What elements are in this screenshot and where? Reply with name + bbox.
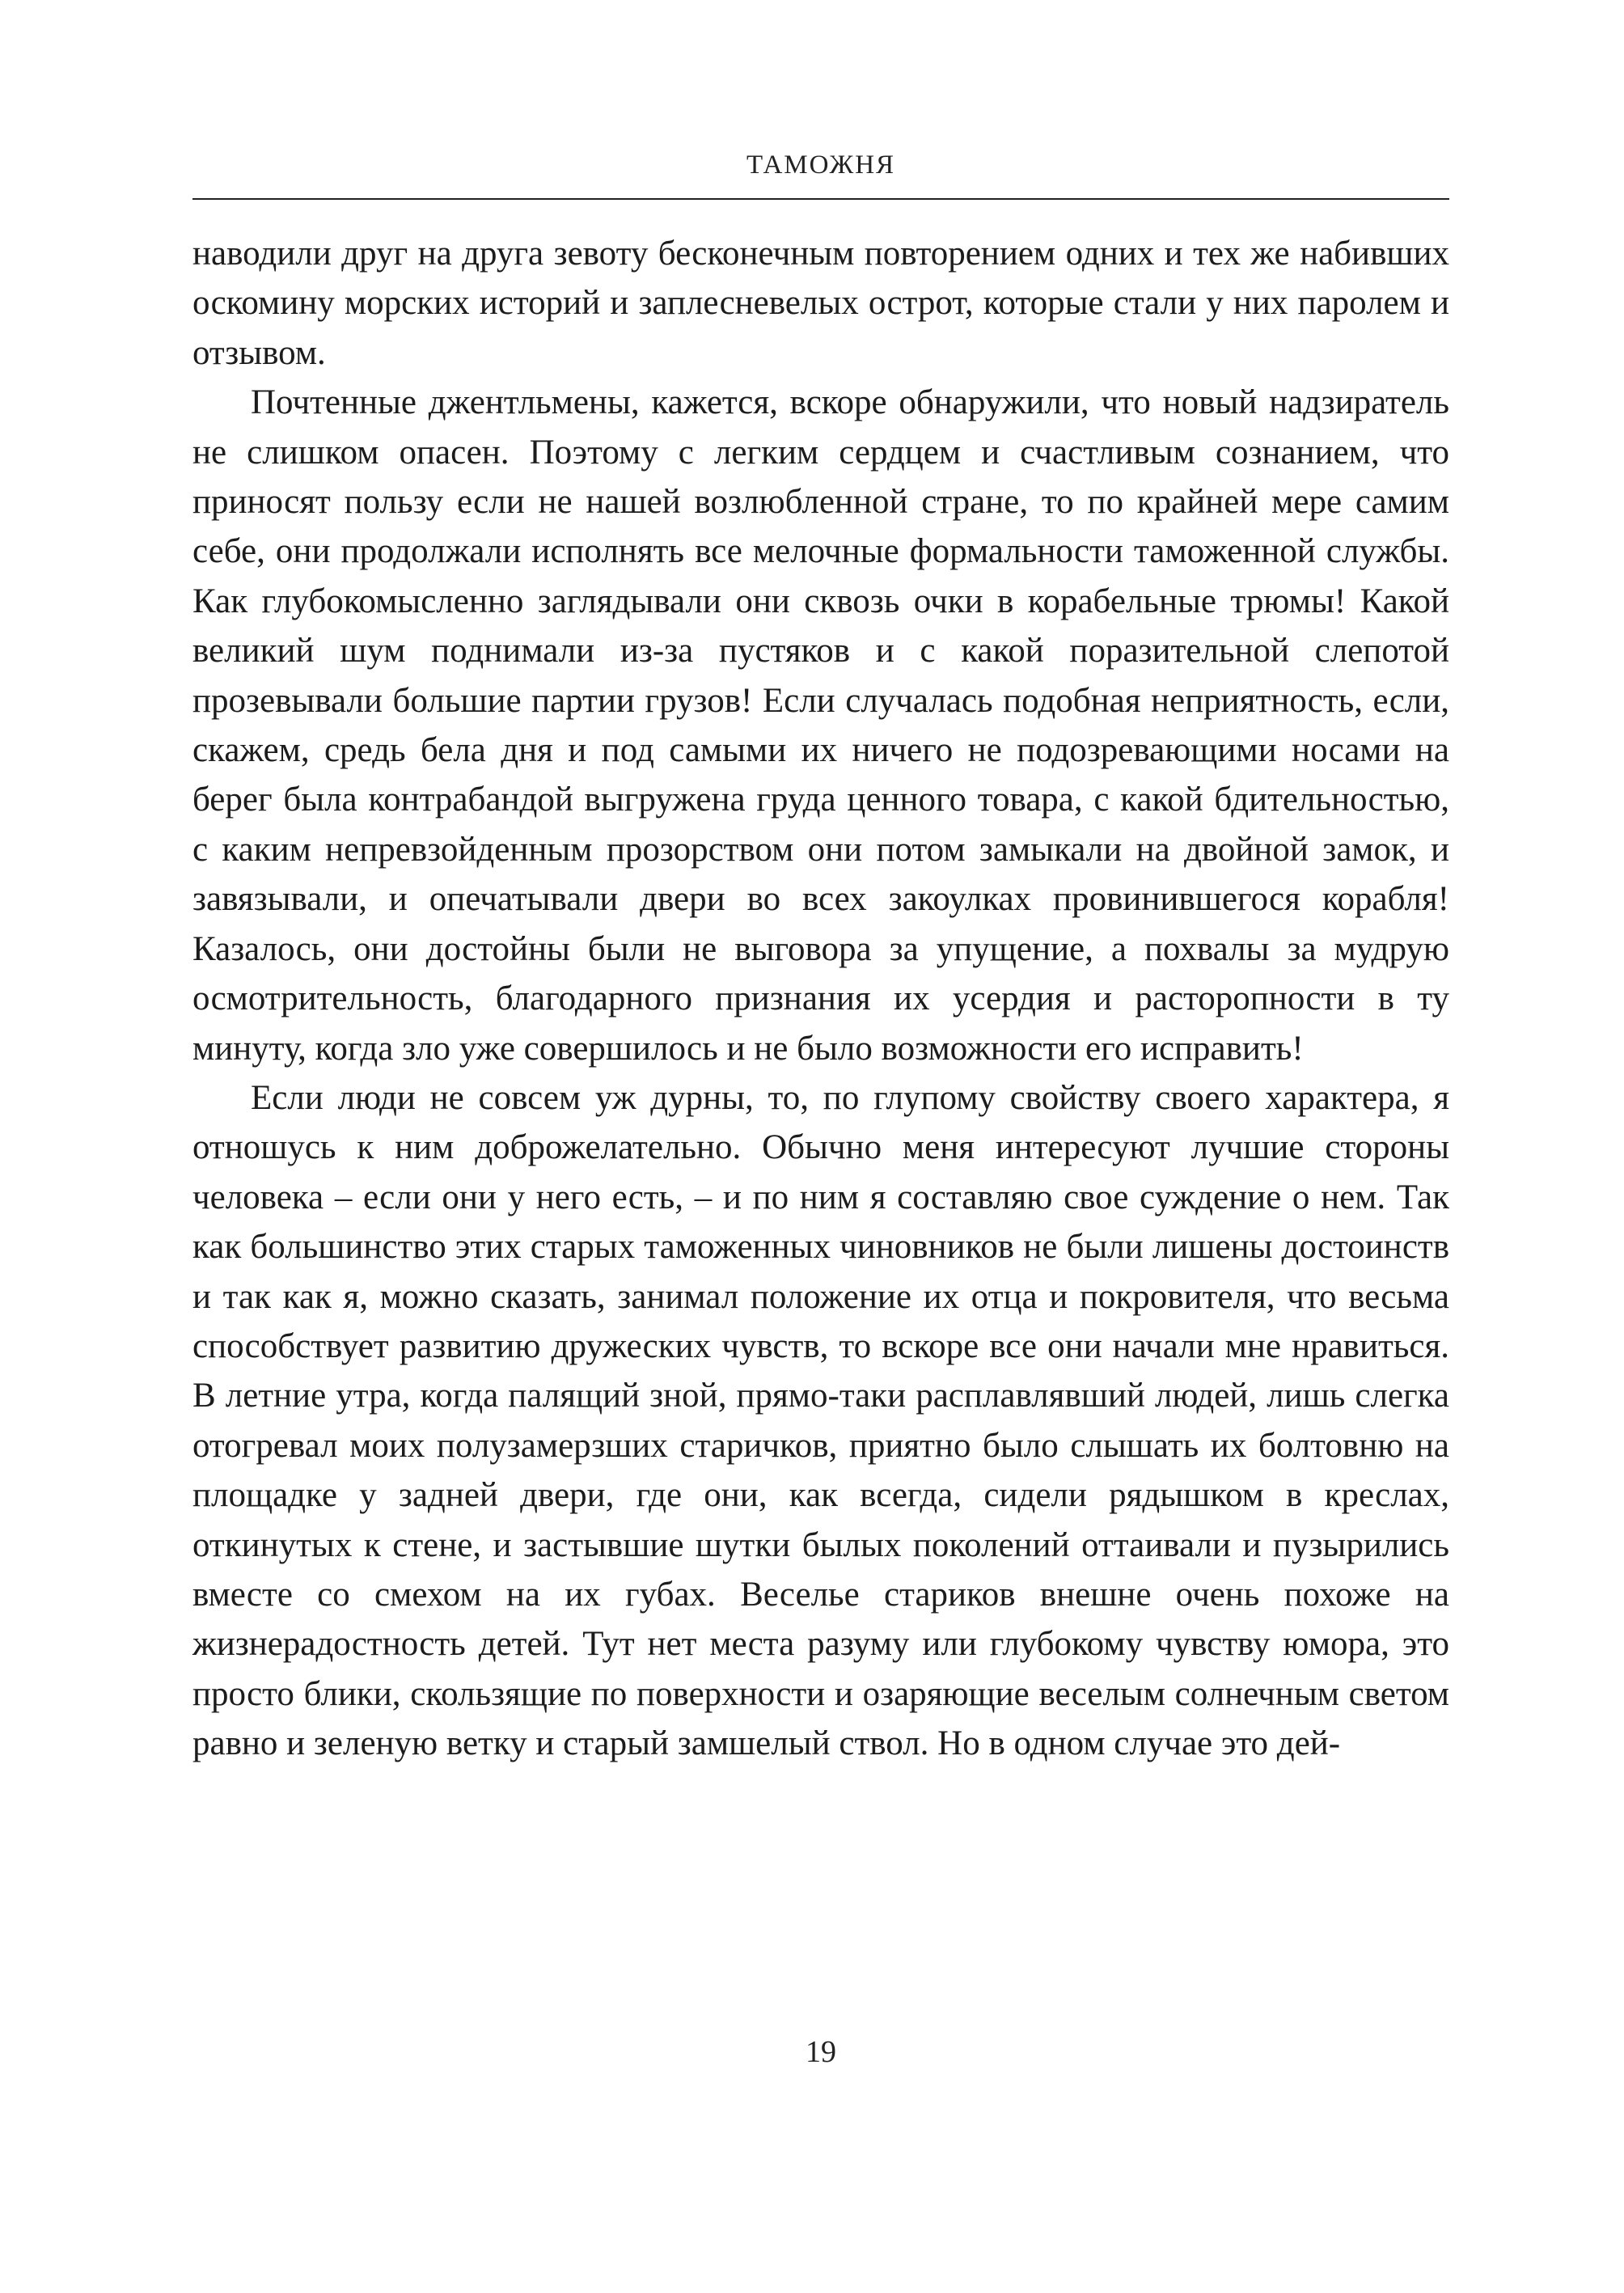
page-number: 19 — [806, 2035, 836, 2069]
paragraph-continuation: наводили друг на друга зевоту бесконечным повторением одних и тех же набивших оскомину морских историй и заплесневелых острот, которые стали у них паролем и отзывом. — [192, 235, 1449, 372]
header-rule — [192, 198, 1449, 200]
running-head: ТАМОЖНЯ — [746, 150, 896, 180]
paragraph-gentlemen: Почтенные джентльмены, кажется, вскоре обнаружили, что новый надзиратель не слишком опасен. Поэтому с легким сердцем и счастливым сознанием, что приносят пользу если не нашей возлюбленной стране, то по крайней мере самим себе, они продолжали исполнять все мелочные формальности таможенной службы. Как глубокомысленно заглядывали они сквозь очки в корабельные трюмы! Какой великий шум поднимали из-за пустяков и с какой поразительной слепотой прозевывали большие партии грузов! Если случалась подобная неприятность, если, скажем, средь бела дня и под самыми их ничего не подозревающими носами на берег была контрабандой выгружена груда ценного товара, с какой бдительностью, с каким непревзойденным прозорством они потом замыкали на двойной замок, и завязывали, и опечатывали двери во всех закоулках провинившегося корабля! Казалось, они достойны были не выговора за упущение, а похвалы за мудрую осмотрительность, благодарного признания их усердия и расторопности в ту минуту, когда зло уже совершилось и не было возможности его исправить! — [192, 383, 1449, 1068]
paragraph-people: Если люди не совсем уж дурны, то, по глупому свойству своего характера, я отношусь к ним доброжелательно. Обычно меня интересуют лучшие стороны человека – если они у него есть, – и по ним я составляю свое суждение о нем. Так как большинство этих старых таможенных чиновников не были лишены достоинств и так как я, можно сказать, занимал положение их отца и покровителя, что весьма способствует развитию дружеских чувств, то вскоре все они начали мне нравиться. В летние утра, когда палящий зной, прямо-таки расплавлявший людей, лишь слегка отогревал моих полузамерзших старичков, приятно было слышать их болтовню на площадке у задней двери, где они, как всегда, сидели рядышком в креслах, откинутых к стене, и застывшие шутки былых поколений оттаивали и пузырились вместе со смехом на их губах. Веселье стариков внешне очень похоже на жизнерадостность детей. Тут нет места разуму или глубокому чувству юмора, это просто блики, скользящие по поверхности и озаряющие веселым солнечным светом равно и зеленую ветку и старый замшелый ствол. Но в одном случае это дей- — [192, 1078, 1449, 1763]
body-text — [192, 229, 1449, 1769]
